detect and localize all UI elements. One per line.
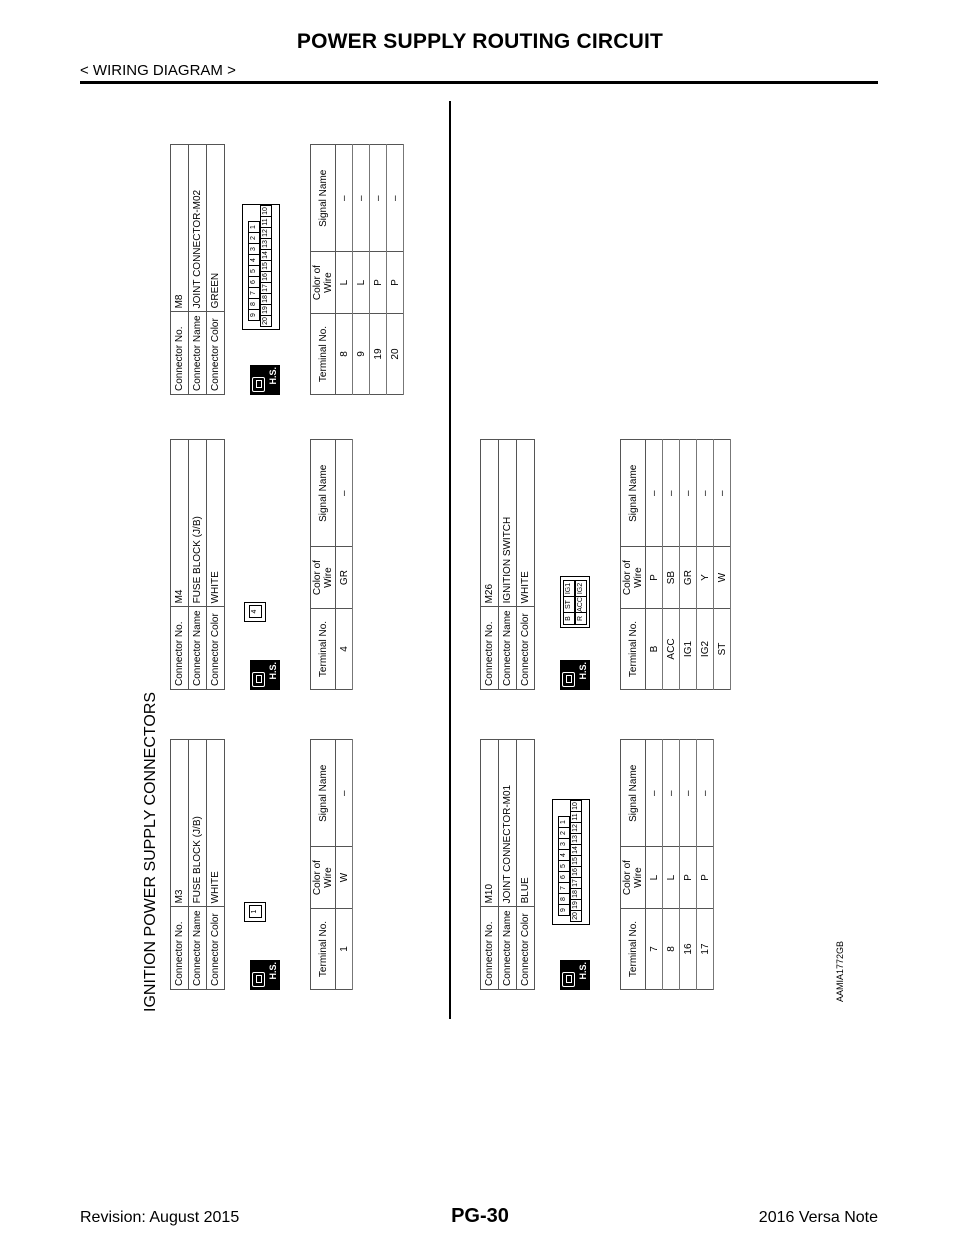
terminal-table-header <box>311 440 336 690</box>
signal-name: – <box>370 145 387 252</box>
terminal-number: IG2 <box>697 609 714 690</box>
wire-color: Y <box>697 547 714 609</box>
connector-header-row <box>207 145 225 395</box>
terminal-number: 7 <box>646 909 663 990</box>
terminal-table <box>310 439 353 690</box>
harness-side-label: H.S. <box>268 962 278 980</box>
signal-name: – <box>663 740 680 847</box>
terminal-table <box>310 144 404 395</box>
connector-header-value: WHITE <box>207 740 225 907</box>
connector-header-value: JOINT CONNECTOR-M02 <box>189 145 207 312</box>
terminal-cavity: 5 <box>248 265 260 277</box>
connector-header-key: Connector No. <box>171 312 189 395</box>
connector-icon <box>252 972 265 987</box>
connector-icon <box>252 672 265 687</box>
table-row <box>387 145 404 395</box>
terminal-table-heading: Terminal No. <box>311 909 336 990</box>
connector-header <box>170 739 225 990</box>
connector-face <box>244 602 266 622</box>
terminal-table <box>620 439 731 690</box>
wire-color: P <box>646 547 663 609</box>
terminal-cavity: 13 <box>260 238 272 250</box>
terminal-table-heading: Terminal No. <box>621 909 646 990</box>
table-row <box>714 440 731 690</box>
terminal-table-header <box>311 145 336 395</box>
connector-header <box>170 144 225 395</box>
wire-color: W <box>336 847 353 909</box>
terminal-cavity: ACC <box>575 596 587 613</box>
harness-side-label: H.S. <box>268 662 278 680</box>
terminal-cavity: 18 <box>570 888 582 900</box>
connector-header-row <box>189 440 207 690</box>
connector-header-value: M3 <box>171 740 189 907</box>
terminal-cavity: 6 <box>248 276 260 288</box>
section-breadcrumb: < WIRING DIAGRAM > <box>80 62 236 79</box>
connector-header-row <box>499 740 517 990</box>
table-row <box>646 740 663 990</box>
harness-side-badge <box>560 960 590 990</box>
terminal-number: 20 <box>387 314 404 395</box>
connector-face <box>242 204 280 330</box>
terminal-number: IG1 <box>680 609 697 690</box>
terminal-cavity: IG2 <box>575 580 587 597</box>
wire-color: L <box>663 847 680 909</box>
terminal-cavity: 12 <box>570 822 582 834</box>
terminal-cavity: 2 <box>558 827 570 839</box>
terminal-cavity: 20 <box>260 315 272 327</box>
harness-side-label: H.S. <box>268 367 278 385</box>
connector-header-key: Connector Color <box>517 907 535 990</box>
terminal-cavity: 18 <box>260 293 272 305</box>
terminal-table-heading: Signal Name <box>311 145 336 252</box>
connector-header-row <box>171 145 189 395</box>
connector-icon <box>252 377 265 392</box>
connector-header-row <box>207 440 225 690</box>
connector-face <box>560 576 590 628</box>
terminal-cavity: 17 <box>260 282 272 294</box>
harness-side-badge <box>560 660 590 690</box>
signal-name: – <box>387 145 404 252</box>
terminal-cavity: R <box>575 612 587 625</box>
terminal-cavity: 1 <box>249 905 262 918</box>
footer-revision: Revision: August 2015 <box>80 1209 240 1226</box>
connector-m4 <box>170 439 350 690</box>
connector-header-key: Connector Name <box>189 607 207 690</box>
connector-header-value: BLUE <box>517 740 535 907</box>
connector-header-key: Connector Name <box>499 607 517 690</box>
terminal-cavity: ST <box>563 596 575 613</box>
footer-model: 2016 Versa Note <box>758 1209 878 1226</box>
signal-name: – <box>336 145 353 252</box>
connector-face <box>244 902 266 922</box>
connector-header-key: Connector No. <box>171 607 189 690</box>
wire-color: L <box>353 252 370 314</box>
table-row <box>680 440 697 690</box>
table-row <box>697 740 714 990</box>
wire-color: W <box>714 547 731 609</box>
signal-name: – <box>336 740 353 847</box>
terminal-cavity: 8 <box>558 893 570 905</box>
terminal-table-header <box>621 740 646 990</box>
terminal-table-heading: Signal Name <box>621 740 646 847</box>
signal-name: – <box>680 440 697 547</box>
terminal-cavity: 19 <box>260 304 272 316</box>
connector-header <box>480 439 535 690</box>
connector-header-key: Connector Name <box>189 312 207 395</box>
harness-side-badge <box>250 660 280 690</box>
connector-header <box>480 739 535 990</box>
header-rule <box>80 81 878 84</box>
signal-name: – <box>697 440 714 547</box>
terminal-number: ST <box>714 609 731 690</box>
terminal-cavity: 11 <box>570 811 582 823</box>
terminal-table-heading: Terminal No. <box>621 609 646 690</box>
terminal-cavity: 3 <box>248 243 260 255</box>
terminal-table-header <box>621 440 646 690</box>
wire-color: SB <box>663 547 680 609</box>
terminal-cavity: 16 <box>570 866 582 878</box>
terminal-cavity: 19 <box>570 899 582 911</box>
connector-icon <box>562 972 575 987</box>
wire-color: GR <box>680 547 697 609</box>
signal-name: – <box>353 145 370 252</box>
terminal-cavity: 20 <box>570 910 582 922</box>
terminal-cavity: 7 <box>248 287 260 299</box>
connector-header-row <box>207 740 225 990</box>
terminal-cavity: 15 <box>570 855 582 867</box>
terminal-number: 17 <box>697 909 714 990</box>
connector-header-value: JOINT CONNECTOR-M01 <box>499 740 517 907</box>
terminal-table-heading: Terminal No. <box>311 609 336 690</box>
terminal-table-heading: Color of Wire <box>621 847 646 909</box>
terminal-cavity: 4 <box>248 254 260 266</box>
terminal-number: 4 <box>336 609 353 690</box>
terminal-cavity: 8 <box>248 298 260 310</box>
connector-header-value: WHITE <box>207 440 225 607</box>
connector-header-value: IGNITION SWITCH <box>499 440 517 607</box>
terminal-cavity: 5 <box>558 860 570 872</box>
terminal-cavity: 15 <box>260 260 272 272</box>
terminal-table-heading: Signal Name <box>311 440 336 547</box>
terminal-table-heading: Terminal No. <box>311 314 336 395</box>
signal-name: – <box>336 440 353 547</box>
connector-header-value: FUSE BLOCK (J/B) <box>189 440 207 607</box>
terminal-number: ACC <box>663 609 680 690</box>
connector-header-key: Connector Color <box>207 312 225 395</box>
terminal-number: B <box>646 609 663 690</box>
terminal-table <box>310 739 353 990</box>
terminal-cavity: 3 <box>558 838 570 850</box>
footer-page-number: PG-30 <box>451 1205 509 1227</box>
harness-side-badge <box>250 365 280 395</box>
wire-color: P <box>680 847 697 909</box>
terminal-table-heading: Color of Wire <box>621 547 646 609</box>
terminal-table-heading: Color of Wire <box>311 547 336 609</box>
connector-m8 <box>170 144 401 395</box>
terminal-cavity: 9 <box>558 904 570 916</box>
connector-header-value: FUSE BLOCK (J/B) <box>189 740 207 907</box>
terminal-cavity: 10 <box>260 205 272 217</box>
connector-header <box>170 439 225 690</box>
table-row <box>336 145 353 395</box>
terminal-number: 16 <box>680 909 697 990</box>
table-row <box>370 145 387 395</box>
wire-color: P <box>370 252 387 314</box>
harness-side-label: H.S. <box>578 662 588 680</box>
signal-name: – <box>646 440 663 547</box>
connector-header-row <box>481 740 499 990</box>
terminal-cavity: B <box>563 612 575 625</box>
terminal-number: 1 <box>336 909 353 990</box>
connector-header-row <box>171 440 189 690</box>
reference-code: AAMIA1772GB <box>835 940 845 1002</box>
connector-icon <box>562 672 575 687</box>
signal-name: – <box>646 740 663 847</box>
wire-color: GR <box>336 547 353 609</box>
connector-m10 <box>480 739 711 990</box>
terminal-cavity: 4 <box>558 849 570 861</box>
terminal-number: 9 <box>353 314 370 395</box>
terminal-table-heading: Signal Name <box>311 740 336 847</box>
connector-header-key: Connector Color <box>517 607 535 690</box>
connector-header-value: WHITE <box>517 440 535 607</box>
terminal-cavity: IG1 <box>563 580 575 597</box>
connector-m3 <box>170 739 350 990</box>
terminal-table-header <box>311 740 336 990</box>
rotated-diagram <box>80 100 880 1020</box>
signal-name: – <box>714 440 731 547</box>
terminal-table-heading: Color of Wire <box>311 847 336 909</box>
terminal-cavity: 11 <box>260 216 272 228</box>
wire-color: P <box>387 252 404 314</box>
wire-color: P <box>697 847 714 909</box>
connector-header-row <box>189 145 207 395</box>
terminal-cavity: 10 <box>570 800 582 812</box>
table-row <box>663 440 680 690</box>
terminal-cavity: 7 <box>558 882 570 894</box>
connector-header-value: GREEN <box>207 145 225 312</box>
page-title: POWER SUPPLY ROUTING CIRCUIT <box>296 30 664 53</box>
connector-header-key: Connector Name <box>189 907 207 990</box>
terminal-cavity: 2 <box>248 232 260 244</box>
harness-side-label: H.S. <box>578 962 588 980</box>
terminal-cavity: 13 <box>570 833 582 845</box>
connector-header-row <box>189 740 207 990</box>
table-row <box>680 740 697 990</box>
connector-header-value: M10 <box>481 740 499 907</box>
connector-header-value: M26 <box>481 440 499 607</box>
connector-header-row <box>517 740 535 990</box>
terminal-number: 8 <box>663 909 680 990</box>
connector-header-row <box>481 440 499 690</box>
connector-m26 <box>480 439 728 690</box>
connector-header-key: Connector No. <box>481 907 499 990</box>
terminal-number: 19 <box>370 314 387 395</box>
connector-header-row <box>499 440 517 690</box>
connector-header-key: Connector Color <box>207 607 225 690</box>
terminal-cavity: 1 <box>248 221 260 233</box>
terminal-cavity: 14 <box>570 844 582 856</box>
terminal-cavity: 1 <box>558 816 570 828</box>
connector-face <box>552 799 590 925</box>
terminal-table-heading: Color of Wire <box>311 252 336 314</box>
column-divider <box>449 101 451 1019</box>
diagram-area <box>80 100 880 1020</box>
table-row <box>353 145 370 395</box>
table-row <box>336 740 353 990</box>
wire-color: L <box>646 847 663 909</box>
connector-header-key: Connector No. <box>171 907 189 990</box>
terminal-cavity: 14 <box>260 249 272 261</box>
terminal-cavity: 9 <box>248 309 260 321</box>
terminal-cavity: 6 <box>558 871 570 883</box>
table-row <box>697 440 714 690</box>
terminal-cavity: 12 <box>260 227 272 239</box>
connector-header-value: M4 <box>171 440 189 607</box>
wire-color: L <box>336 252 353 314</box>
terminal-table-heading: Signal Name <box>621 440 646 547</box>
connector-header-key: Connector No. <box>481 607 499 690</box>
diagram-heading: IGNITION POWER SUPPLY CONNECTORS <box>142 691 159 1012</box>
signal-name: – <box>663 440 680 547</box>
signal-name: – <box>697 740 714 847</box>
table-row <box>663 740 680 990</box>
connector-header-row <box>517 440 535 690</box>
table-row <box>646 440 663 690</box>
connector-header-value: M8 <box>171 145 189 312</box>
connector-header-key: Connector Color <box>207 907 225 990</box>
signal-name: – <box>680 740 697 847</box>
harness-side-badge <box>250 960 280 990</box>
terminal-cavity: 17 <box>570 877 582 889</box>
terminal-number: 8 <box>336 314 353 395</box>
connector-header-key: Connector Name <box>499 907 517 990</box>
table-row <box>336 440 353 690</box>
terminal-cavity: 4 <box>249 605 262 618</box>
connector-header-row <box>171 740 189 990</box>
terminal-table <box>620 739 714 990</box>
terminal-cavity: 16 <box>260 271 272 283</box>
